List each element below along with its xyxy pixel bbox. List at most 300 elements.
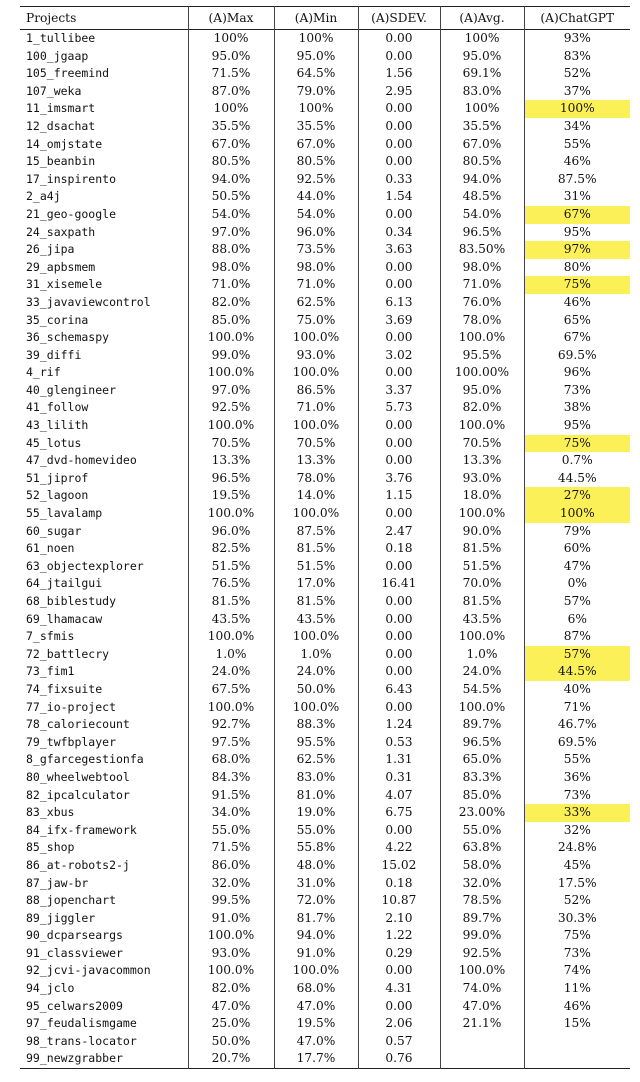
min-cell: 51.5% [274,558,358,576]
avg-cell: 95.5% [440,347,524,365]
max-cell: 99.0% [188,347,274,365]
chatgpt-cell: 100% [524,505,630,523]
avg-cell: 100.0% [440,505,524,523]
min-cell: 100.0% [274,962,358,980]
max-cell: 100.0% [188,364,274,382]
sdev-cell: 4.07 [358,787,440,805]
project-cell: 8_gfarcegestionfa [26,752,144,767]
chatgpt-cell: 40% [524,681,630,699]
project-cell: 51_jiprof [26,470,89,485]
avg-cell: 100.0% [440,628,524,646]
project-cell: 15_beanbin [26,154,96,169]
header-projects: Projects [26,11,77,25]
table-row [20,206,630,224]
max-cell: 100% [188,30,274,48]
max-cell: 86.0% [188,857,274,875]
max-cell: 76.5% [188,575,274,593]
table-row [20,681,630,699]
avg-cell: 65.0% [440,751,524,769]
max-cell: 68.0% [188,751,274,769]
sdev-cell: 0.00 [358,558,440,576]
project-cell: 91_classviewer [26,945,123,960]
max-cell: 100.0% [188,962,274,980]
sdev-cell: 15.02 [358,857,440,875]
project-cell: 97_feudalismgame [26,1016,137,1031]
min-cell: 86.5% [274,382,358,400]
max-cell: 93.0% [188,945,274,963]
min-cell: 88.3% [274,716,358,734]
project-cell: 17_inspirento [26,171,117,186]
min-cell: 55.0% [274,822,358,840]
table-row [20,822,630,840]
avg-cell: 99.0% [440,927,524,945]
sdev-cell: 0.00 [358,364,440,382]
sdev-cell: 3.37 [358,382,440,400]
avg-cell: 63.8% [440,839,524,857]
project-cell: 74_fixsuite [26,681,103,696]
max-cell: 92.7% [188,716,274,734]
sdev-cell: 0.00 [358,663,440,681]
sdev-cell: 0.00 [358,646,440,664]
table-row [20,892,630,910]
project-cell: 35_corina [26,312,89,327]
chatgpt-cell: 37% [524,83,630,101]
avg-cell: 80.5% [440,153,524,171]
min-cell: 19.0% [274,804,358,822]
chatgpt-cell: 24.8% [524,839,630,857]
table-row [20,435,630,453]
header-avg: (A)Avg. [440,7,524,30]
avg-cell: 69.1% [440,65,524,83]
table-row [20,787,630,805]
chatgpt-cell: 67% [524,329,630,347]
sdev-cell: 0.53 [358,734,440,752]
max-cell: 50.5% [188,188,274,206]
max-cell: 47.0% [188,998,274,1016]
table-row [20,100,630,118]
min-cell: 81.5% [274,540,358,558]
chatgpt-cell: 67% [524,206,630,224]
project-cell: 84_ifx-framework [26,822,137,837]
sdev-cell: 0.18 [358,875,440,893]
table-row [20,329,630,347]
min-cell: 81.7% [274,910,358,928]
min-cell: 14.0% [274,487,358,505]
avg-cell: 100.0% [440,329,524,347]
max-cell: 34.0% [188,804,274,822]
header-max: (A)Max [188,7,274,30]
sdev-cell: 2.47 [358,523,440,541]
table-row [20,224,630,242]
min-cell: 43.5% [274,611,358,629]
min-cell: 100% [274,100,358,118]
table-row [20,857,630,875]
project-cell: 69_lhamacaw [26,611,103,626]
sdev-cell: 4.31 [358,980,440,998]
max-cell: 99.5% [188,892,274,910]
max-cell: 100.0% [188,927,274,945]
sdev-cell: 1.22 [358,927,440,945]
table-row [20,487,630,505]
table-row [20,804,630,822]
sdev-cell: 0.00 [358,435,440,453]
min-cell: 93.0% [274,347,358,365]
avg-cell: 21.1% [440,1015,524,1033]
max-cell: 71.5% [188,839,274,857]
table-row [20,558,630,576]
chatgpt-cell: 11% [524,980,630,998]
table-row [20,294,630,312]
sdev-cell: 0.00 [358,206,440,224]
sdev-cell: 0.00 [358,329,440,347]
min-cell: 92.5% [274,171,358,189]
project-cell: 105_freemind [26,66,110,81]
table-row [20,716,630,734]
sdev-cell: 0.29 [358,945,440,963]
project-cell: 43_lilith [26,418,89,433]
avg-cell: 100.0% [440,417,524,435]
chatgpt-cell: 15% [524,1015,630,1033]
project-cell: 99_newzgrabber [26,1051,123,1066]
sdev-cell: 0.00 [358,259,440,277]
max-cell: 97.0% [188,224,274,242]
avg-cell: 100.0% [440,699,524,717]
avg-cell: 81.5% [440,593,524,611]
chatgpt-cell: 75% [524,927,630,945]
project-cell: 100_jgaap [26,48,89,63]
min-cell: 17.0% [274,575,358,593]
max-cell: 70.5% [188,435,274,453]
max-cell: 54.0% [188,206,274,224]
chatgpt-cell: 79% [524,523,630,541]
chatgpt-cell: 87.5% [524,171,630,189]
max-cell: 88.0% [188,241,274,259]
avg-cell: 83.50% [440,241,524,259]
project-cell: 63_objectexplorer [26,558,144,573]
chatgpt-cell: 75% [524,276,630,294]
min-cell: 54.0% [274,206,358,224]
max-cell: 20.7% [188,1050,274,1068]
min-cell: 94.0% [274,927,358,945]
sdev-cell: 6.75 [358,804,440,822]
chatgpt-cell: 34% [524,118,630,136]
min-cell: 68.0% [274,980,358,998]
max-cell: 51.5% [188,558,274,576]
chatgpt-cell: 30.3% [524,910,630,928]
max-cell: 19.5% [188,487,274,505]
sdev-cell: 0.18 [358,540,440,558]
sdev-cell: 3.02 [358,347,440,365]
sdev-cell: 0.00 [358,822,440,840]
project-cell: 21_geo-google [26,206,117,221]
max-cell: 82.0% [188,980,274,998]
avg-cell: 85.0% [440,787,524,805]
project-cell: 88_jopenchart [26,893,117,908]
min-cell: 81.0% [274,787,358,805]
avg-cell: 78.5% [440,892,524,910]
min-cell: 35.5% [274,118,358,136]
max-cell: 55.0% [188,822,274,840]
table-row [20,945,630,963]
max-cell: 96.5% [188,470,274,488]
max-cell: 84.3% [188,769,274,787]
chatgpt-cell: 69.5% [524,734,630,752]
chatgpt-cell [524,1050,630,1068]
min-cell: 48.0% [274,857,358,875]
sdev-cell: 0.31 [358,769,440,787]
project-cell: 64_jtailgui [26,576,103,591]
min-cell: 91.0% [274,945,358,963]
avg-cell: 67.0% [440,136,524,154]
sdev-cell: 4.22 [358,839,440,857]
chatgpt-cell: 0.7% [524,452,630,470]
project-cell: 87_jaw-br [26,875,89,890]
table-body [20,30,630,1069]
table-row [20,171,630,189]
table-row [20,364,630,382]
table-row [20,505,630,523]
chatgpt-cell: 69.5% [524,347,630,365]
avg-cell [440,1033,524,1051]
min-cell: 17.7% [274,1050,358,1068]
chatgpt-cell: 71% [524,699,630,717]
chatgpt-cell: 46% [524,153,630,171]
min-cell: 19.5% [274,1015,358,1033]
table-row [20,48,630,66]
min-cell: 13.3% [274,452,358,470]
table-row [20,575,630,593]
avg-cell: 43.5% [440,611,524,629]
project-cell: 95_celwars2009 [26,998,123,1013]
header-row [20,7,630,30]
table-row [20,751,630,769]
min-cell: 83.0% [274,769,358,787]
avg-cell: 82.0% [440,399,524,417]
avg-cell: 24.0% [440,663,524,681]
min-cell: 78.0% [274,470,358,488]
avg-cell: 47.0% [440,998,524,1016]
max-cell: 94.0% [188,171,274,189]
project-cell: 47_dvd-homevideo [26,453,137,468]
avg-cell: 95.0% [440,48,524,66]
chatgpt-cell: 60% [524,540,630,558]
project-cell: 39_diffi [26,347,82,362]
header-chatgpt: (A)ChatGPT [524,7,630,30]
sdev-cell: 0.33 [358,171,440,189]
sdev-cell: 0.00 [358,962,440,980]
avg-cell: 58.0% [440,857,524,875]
min-cell: 100.0% [274,329,358,347]
avg-cell: 96.5% [440,224,524,242]
table-row [20,910,630,928]
min-cell: 81.5% [274,593,358,611]
min-cell: 100.0% [274,364,358,382]
avg-cell: 18.0% [440,487,524,505]
chatgpt-cell: 65% [524,312,630,330]
project-cell: 79_twfbplayer [26,734,117,749]
project-cell: 94_jclo [26,981,75,996]
max-cell: 43.5% [188,611,274,629]
min-cell: 100.0% [274,505,358,523]
project-cell: 26_jipa [26,242,75,257]
table-row [20,1050,630,1068]
avg-cell: 89.7% [440,910,524,928]
chatgpt-cell: 83% [524,48,630,66]
sdev-cell: 0.00 [358,628,440,646]
project-cell: 29_apbsmem [26,259,96,274]
chatgpt-cell: 44.5% [524,470,630,488]
sdev-cell: 6.43 [358,681,440,699]
max-cell: 100% [188,100,274,118]
sdev-cell: 1.15 [358,487,440,505]
chatgpt-cell: 55% [524,136,630,154]
table-row [20,276,630,294]
max-cell: 100.0% [188,417,274,435]
project-cell: 33_javaviewcontrol [26,294,151,309]
chatgpt-cell: 87% [524,628,630,646]
chatgpt-cell: 52% [524,892,630,910]
table-row [20,734,630,752]
chatgpt-cell: 100% [524,100,630,118]
min-cell: 95.5% [274,734,358,752]
max-cell: 100.0% [188,699,274,717]
project-cell: 12_dsachat [26,118,96,133]
project-cell: 1_tullibee [26,31,96,45]
max-cell: 97.5% [188,734,274,752]
avg-cell: 35.5% [440,118,524,136]
sdev-cell: 1.54 [358,188,440,206]
sdev-cell: 1.56 [358,65,440,83]
min-cell: 75.0% [274,312,358,330]
table-row [20,593,630,611]
chatgpt-cell: 97% [524,241,630,259]
max-cell: 50.0% [188,1033,274,1051]
min-cell: 62.5% [274,294,358,312]
max-cell: 96.0% [188,523,274,541]
chatgpt-cell: 55% [524,751,630,769]
chatgpt-cell: 6% [524,611,630,629]
min-cell: 47.0% [274,1033,358,1051]
table-row [20,312,630,330]
min-cell: 62.5% [274,751,358,769]
project-cell: 73_fim1 [26,664,75,679]
avg-cell: 83.0% [440,83,524,101]
sdev-cell: 3.76 [358,470,440,488]
project-cell: 55_lavalamp [26,506,103,521]
avg-cell: 100.00% [440,364,524,382]
avg-cell: 90.0% [440,523,524,541]
sdev-cell: 0.76 [358,1050,440,1068]
table-row [20,347,630,365]
project-cell: 72_battlecry [26,646,110,661]
avg-cell: 93.0% [440,470,524,488]
avg-cell: 76.0% [440,294,524,312]
project-cell: 41_follow [26,400,89,415]
project-cell: 86_at-robots2-j [26,857,130,872]
avg-cell: 83.3% [440,769,524,787]
sdev-cell: 1.31 [358,751,440,769]
chatgpt-cell: 73% [524,382,630,400]
table-row [20,153,630,171]
sdev-cell: 6.13 [358,294,440,312]
table-row [20,241,630,259]
avg-cell: 94.0% [440,171,524,189]
sdev-cell: 2.06 [358,1015,440,1033]
table-row [20,1015,630,1033]
table-row [20,980,630,998]
max-cell: 100.0% [188,329,274,347]
project-cell: 2_a4j [26,189,61,204]
max-cell: 82.0% [188,294,274,312]
table-row [20,1033,630,1051]
avg-cell: 74.0% [440,980,524,998]
table-row [20,65,630,83]
sdev-cell: 0.00 [358,452,440,470]
chatgpt-cell: 73% [524,787,630,805]
project-cell: 60_sugar [26,523,82,538]
min-cell: 50.0% [274,681,358,699]
min-cell: 55.8% [274,839,358,857]
project-cell: 14_omjstate [26,136,103,151]
table-row [20,399,630,417]
table-row [20,875,630,893]
min-cell: 80.5% [274,153,358,171]
chatgpt-cell: 74% [524,962,630,980]
project-cell: 11_imsmart [26,101,96,116]
sdev-cell: 0.00 [358,100,440,118]
min-cell: 95.0% [274,48,358,66]
project-cell: 89_jiggler [26,910,96,925]
sdev-cell: 0.00 [358,611,440,629]
table-row [20,611,630,629]
max-cell: 100.0% [188,505,274,523]
max-cell: 67.0% [188,136,274,154]
sdev-cell: 0.00 [358,153,440,171]
project-cell: 61_noen [26,541,75,556]
table-row [20,663,630,681]
project-cell: 24_saxpath [26,224,96,239]
table-row [20,839,630,857]
min-cell: 71.0% [274,399,358,417]
sdev-cell: 16.41 [358,575,440,593]
min-cell: 67.0% [274,136,358,154]
max-cell: 67.5% [188,681,274,699]
sdev-cell: 0.00 [358,593,440,611]
project-cell: 80_wheelwebtool [26,769,130,784]
table-row [20,83,630,101]
project-cell: 36_schemaspy [26,330,110,345]
chatgpt-cell: 32% [524,822,630,840]
min-cell: 96.0% [274,224,358,242]
avg-cell: 70.0% [440,575,524,593]
chatgpt-cell: 52% [524,65,630,83]
avg-cell: 71.0% [440,276,524,294]
chatgpt-cell: 93% [524,30,630,48]
avg-cell: 78.0% [440,312,524,330]
max-cell: 35.5% [188,118,274,136]
sdev-cell: 0.00 [358,48,440,66]
chatgpt-cell: 95% [524,417,630,435]
chatgpt-cell: 73% [524,945,630,963]
chatgpt-cell: 57% [524,593,630,611]
min-cell: 31.0% [274,875,358,893]
min-cell: 70.5% [274,435,358,453]
min-cell: 98.0% [274,259,358,277]
min-cell: 100% [274,30,358,48]
chatgpt-cell: 80% [524,259,630,277]
avg-cell: 96.5% [440,734,524,752]
table-row [20,699,630,717]
